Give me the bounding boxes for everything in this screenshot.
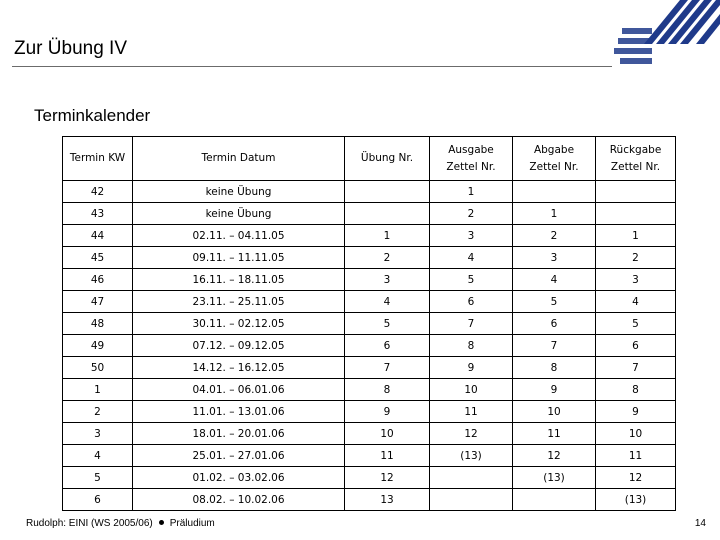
- table-cell: 6: [513, 313, 596, 335]
- table-cell: (13): [513, 467, 596, 489]
- table-cell: 23.11. – 25.11.05: [133, 291, 345, 313]
- table-cell: 4: [63, 445, 133, 467]
- table-row: [63, 335, 676, 357]
- table-cell: 16.11. – 18.11.05: [133, 269, 345, 291]
- table-cell: 9: [513, 379, 596, 401]
- table-cell: 42: [63, 181, 133, 203]
- footer-section: Präludium: [169, 518, 215, 529]
- table-cell: 30.11. – 02.12.05: [133, 313, 345, 335]
- table-cell: 6: [345, 335, 430, 357]
- table-cell: 1: [596, 225, 676, 247]
- table-cell: 45: [63, 247, 133, 269]
- table-cell: 46: [63, 269, 133, 291]
- university-logo: [612, 0, 720, 72]
- column-header: Abgabe Zettel Nr.: [513, 137, 596, 181]
- table-cell: [513, 489, 596, 511]
- table-cell: 04.01. – 06.01.06: [133, 379, 345, 401]
- table-row: [63, 313, 676, 335]
- table-cell: 4: [596, 291, 676, 313]
- table-cell: 2: [596, 247, 676, 269]
- table-row: [63, 467, 676, 489]
- table-cell: 5: [596, 313, 676, 335]
- table-cell: 5: [430, 269, 513, 291]
- table-cell: 3: [63, 423, 133, 445]
- table-cell: 1: [430, 181, 513, 203]
- table-cell: 25.01. – 27.01.06: [133, 445, 345, 467]
- table-cell: 10: [430, 379, 513, 401]
- table-cell: 9: [596, 401, 676, 423]
- column-header: Termin KW: [63, 137, 133, 181]
- table-cell: [596, 181, 676, 203]
- table-cell: 8: [345, 379, 430, 401]
- table-cell: 50: [63, 357, 133, 379]
- table-row: [63, 357, 676, 379]
- table-cell: 3: [513, 247, 596, 269]
- section-heading: Terminkalender: [34, 106, 151, 125]
- table-cell: 5: [345, 313, 430, 335]
- table-cell: 13: [345, 489, 430, 511]
- table-cell: 8: [596, 379, 676, 401]
- table-cell: [430, 467, 513, 489]
- table-cell: 08.02. – 10.02.06: [133, 489, 345, 511]
- table-cell: 9: [345, 401, 430, 423]
- table-cell: 11: [345, 445, 430, 467]
- table-cell: 48: [63, 313, 133, 335]
- table-cell: 5: [63, 467, 133, 489]
- table-cell: 7: [345, 357, 430, 379]
- table-cell: [430, 489, 513, 511]
- slide-title: Zur Übung IV: [14, 38, 127, 59]
- table-cell: 4: [430, 247, 513, 269]
- table-cell: 02.11. – 04.11.05: [133, 225, 345, 247]
- table-cell: 09.11. – 11.11.05: [133, 247, 345, 269]
- table-cell: keine Übung: [133, 203, 345, 225]
- table-cell: 10: [596, 423, 676, 445]
- table-cell: 3: [596, 269, 676, 291]
- table-cell: 14.12. – 16.12.05: [133, 357, 345, 379]
- table-cell: [596, 203, 676, 225]
- table-cell: 12: [345, 467, 430, 489]
- table-cell: 49: [63, 335, 133, 357]
- schedule-table: [62, 136, 676, 511]
- table-cell: 11: [430, 401, 513, 423]
- table-cell: 11.01. – 13.01.06: [133, 401, 345, 423]
- table-cell: 3: [430, 225, 513, 247]
- table-cell: 11: [513, 423, 596, 445]
- table-cell: [345, 181, 430, 203]
- footer: [26, 518, 215, 529]
- table-cell: 2: [430, 203, 513, 225]
- table-cell: 5: [513, 291, 596, 313]
- title-divider: [12, 66, 612, 67]
- page-number: 14: [694, 518, 706, 529]
- table-cell: 6: [596, 335, 676, 357]
- table-cell: 18.01. – 20.01.06: [133, 423, 345, 445]
- table-cell: 12: [513, 445, 596, 467]
- table-cell: 6: [63, 489, 133, 511]
- table-cell: 12: [430, 423, 513, 445]
- column-header: Rückgabe Zettel Nr.: [596, 137, 676, 181]
- table-cell: (13): [430, 445, 513, 467]
- table-cell: 2: [63, 401, 133, 423]
- table-row: [63, 291, 676, 313]
- table-cell: 4: [513, 269, 596, 291]
- table-cell: 1: [345, 225, 430, 247]
- table-row: [63, 423, 676, 445]
- column-header: Übung Nr.: [345, 137, 430, 181]
- table-cell: 4: [345, 291, 430, 313]
- table-cell: [345, 203, 430, 225]
- table-cell: 7: [596, 357, 676, 379]
- table-row: [63, 247, 676, 269]
- table-row: [63, 181, 676, 203]
- table-cell: 1: [63, 379, 133, 401]
- table-cell: 9: [430, 357, 513, 379]
- table-row: [63, 225, 676, 247]
- table-cell: 8: [513, 357, 596, 379]
- table-cell: 10: [345, 423, 430, 445]
- table-row: [63, 203, 676, 225]
- table-cell: 1: [513, 203, 596, 225]
- table-cell: 2: [513, 225, 596, 247]
- column-header: Termin Datum: [133, 137, 345, 181]
- table-cell: 47: [63, 291, 133, 313]
- table-row: [63, 489, 676, 511]
- table-cell: keine Übung: [133, 181, 345, 203]
- table-cell: 43: [63, 203, 133, 225]
- table-cell: [513, 181, 596, 203]
- footer-course: Rudolph: EINI (WS 2005/06): [26, 518, 153, 529]
- table-row: [63, 401, 676, 423]
- table-row: [63, 269, 676, 291]
- table-cell: 8: [430, 335, 513, 357]
- table-cell: 6: [430, 291, 513, 313]
- table-row: [63, 445, 676, 467]
- table-cell: 10: [513, 401, 596, 423]
- bullet-icon: [159, 520, 164, 525]
- column-header: Ausgabe Zettel Nr.: [430, 137, 513, 181]
- table-cell: 11: [596, 445, 676, 467]
- table-cell: (13): [596, 489, 676, 511]
- table-cell: 12: [596, 467, 676, 489]
- table-cell: 01.02. – 03.02.06: [133, 467, 345, 489]
- table-cell: 07.12. – 09.12.05: [133, 335, 345, 357]
- table-cell: 44: [63, 225, 133, 247]
- table-cell: 3: [345, 269, 430, 291]
- table-row: [63, 379, 676, 401]
- table-cell: 2: [345, 247, 430, 269]
- table-header-row: [63, 137, 676, 181]
- table-cell: 7: [430, 313, 513, 335]
- table-cell: 7: [513, 335, 596, 357]
- table-body: [63, 181, 676, 511]
